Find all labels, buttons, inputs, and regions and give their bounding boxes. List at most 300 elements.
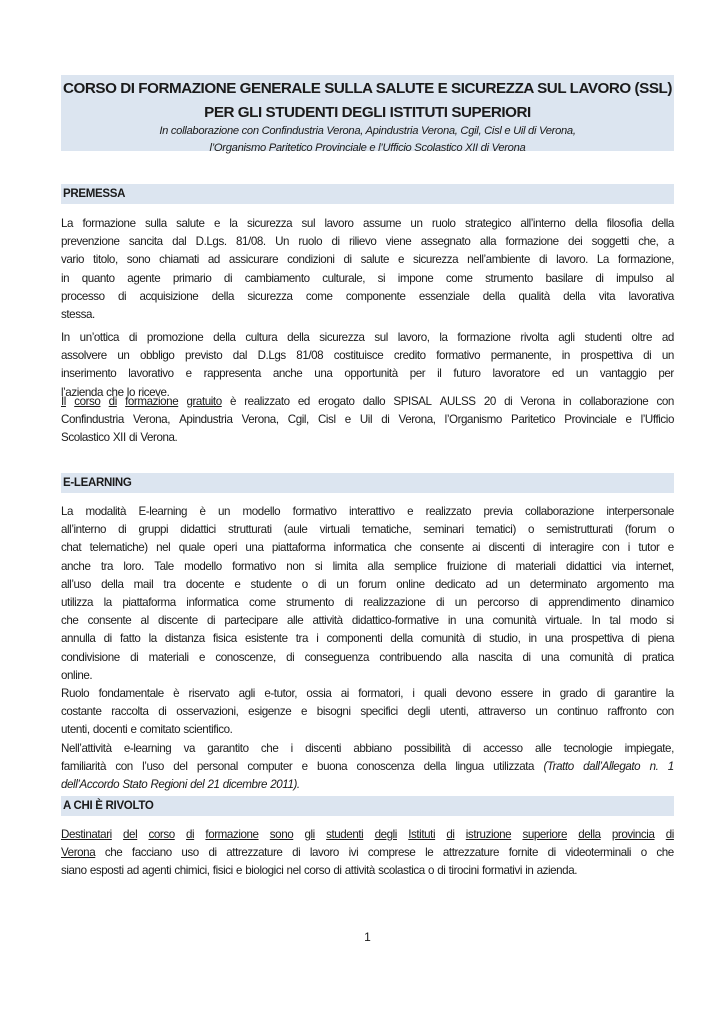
word: 20: [483, 395, 496, 408]
word: fondamentale: [98, 687, 164, 701]
text-line: [61, 288, 674, 306]
word: sicurezza: [247, 289, 293, 303]
word: sicurezza: [319, 331, 365, 344]
word: raffronto: [607, 705, 647, 719]
word: accesso: [483, 741, 523, 755]
text-line: [61, 612, 674, 630]
word: titolo,: [92, 253, 118, 267]
word: dell’Accordo: [61, 778, 120, 792]
text-line: [61, 826, 674, 844]
word: argomento: [596, 577, 649, 591]
word: di: [472, 632, 481, 646]
word: e: [398, 253, 405, 267]
word: lingua: [455, 759, 484, 773]
word: di: [208, 846, 217, 860]
word: Regioni: [150, 778, 187, 792]
word: inserimento: [61, 367, 117, 381]
word: al: [665, 271, 674, 285]
word: lavorativo: [128, 367, 174, 381]
word: n.: [649, 759, 659, 773]
word: didattici: [180, 523, 216, 537]
word: tra: [100, 559, 114, 573]
word: di: [118, 523, 127, 537]
word: rilievo: [349, 235, 377, 249]
word: formativo: [292, 505, 337, 518]
word: materiali: [515, 559, 556, 573]
word: tra: [295, 632, 309, 646]
word: realizzato: [425, 505, 472, 518]
word: discente: [157, 614, 198, 628]
word: semistrutturati: [546, 523, 613, 537]
word: si: [314, 559, 323, 573]
word: e-tutor,: [264, 687, 298, 701]
word: e: [667, 541, 674, 555]
word: Uil: [359, 413, 373, 427]
word: comunità: [569, 650, 614, 664]
word: collaborazione: [525, 505, 594, 518]
word: quali: [423, 687, 447, 701]
word: videoterminali: [565, 846, 632, 860]
paragraph: [61, 393, 674, 448]
word: e: [301, 759, 308, 773]
word: i: [316, 632, 319, 646]
word: degli: [374, 828, 397, 841]
page-number: 1: [364, 930, 371, 944]
word: di: [381, 413, 390, 427]
word: comunità: [420, 632, 465, 646]
text-line: [61, 576, 674, 594]
word: Verona.: [140, 431, 178, 445]
word: salute: [360, 253, 390, 267]
word: ruolo: [298, 235, 323, 249]
word: si: [666, 614, 674, 628]
word: che: [260, 741, 279, 755]
text-line: [61, 393, 674, 411]
word: collaborazione: [579, 395, 649, 408]
word: o: [428, 864, 435, 878]
word: 81/08: [296, 349, 324, 363]
word: bisogni: [316, 705, 351, 719]
word: opportunità: [344, 367, 398, 381]
word: una: [544, 632, 563, 646]
word: di: [130, 650, 139, 664]
word: e: [236, 864, 243, 878]
word: informatica: [333, 541, 386, 555]
word: previa: [483, 505, 513, 518]
word: 2011).: [270, 778, 300, 792]
word: processo: [61, 289, 105, 303]
word: SPISAL: [393, 395, 432, 408]
word: comprese: [367, 846, 416, 860]
word: virtuali: [319, 523, 350, 537]
word: che,: [638, 235, 659, 249]
word: formazione: [457, 331, 511, 344]
word: della: [563, 289, 586, 303]
word: specifici: [360, 705, 398, 719]
word: costante: [61, 705, 102, 719]
word: devono: [455, 687, 492, 701]
word: ma: [658, 577, 674, 591]
word: corso: [148, 828, 175, 841]
word: prospettiva: [580, 349, 633, 363]
word: della: [213, 331, 236, 344]
word: modello: [184, 559, 222, 573]
word: vantaggio: [599, 367, 647, 381]
word: ai: [472, 541, 481, 555]
word: sono: [126, 253, 151, 267]
word: Nell’attività: [61, 741, 112, 755]
word: sicurezza: [246, 217, 293, 230]
word: (aule: [283, 523, 308, 537]
word: gruppi: [138, 523, 169, 537]
word: virtuale.: [545, 614, 583, 628]
word: formazione: [205, 828, 259, 841]
word: le: [425, 846, 434, 860]
word: in: [542, 687, 551, 701]
text-line: [61, 233, 674, 251]
word: limita: [332, 559, 358, 573]
word: fornite: [508, 846, 538, 860]
word: con: [115, 759, 133, 773]
word: va: [183, 741, 195, 755]
word: di: [631, 632, 640, 646]
word: di: [128, 331, 138, 344]
subtitle-line-2: l’Organismo Paritetico Provinciale e l’Ufficio Scolastico XII di Verona: [209, 142, 526, 154]
word: di: [462, 741, 471, 755]
word: formativi: [481, 864, 522, 878]
text-line: [61, 306, 674, 324]
word: permanente,: [490, 349, 552, 363]
text-line: [61, 251, 674, 269]
word: la: [665, 687, 674, 701]
word: cambiamento: [244, 271, 310, 285]
word: una: [541, 650, 560, 664]
word: piattaforma: [122, 596, 176, 610]
word: salute: [176, 217, 205, 230]
word: al: [140, 614, 149, 628]
word: studio,: [489, 632, 521, 646]
word: di: [538, 253, 548, 267]
word: corso: [74, 395, 101, 408]
word: che: [61, 614, 79, 628]
word: è: [173, 687, 180, 701]
word: e: [344, 413, 351, 427]
word: Apindustria: [179, 413, 233, 427]
word: piattaforma: [271, 541, 326, 555]
word: Destinatari: [61, 828, 112, 841]
word: ossia: [306, 687, 332, 701]
word: siano: [61, 864, 87, 878]
word: di: [437, 864, 446, 878]
word: XII: [112, 431, 126, 445]
word: distanza: [164, 632, 205, 646]
word: didattici: [566, 559, 602, 573]
word: osservazioni,: [176, 705, 239, 719]
word: sul: [374, 331, 388, 344]
word: riservato: [188, 687, 230, 701]
word: che: [394, 541, 412, 555]
text-line: [61, 503, 674, 521]
word: agente: [127, 271, 161, 285]
word: dinamico: [630, 596, 674, 610]
word: la: [229, 217, 238, 230]
word: un: [575, 367, 588, 381]
word: lavoro.: [556, 253, 588, 267]
text-line: [61, 649, 674, 667]
text-line: [61, 685, 674, 703]
text-line: [61, 594, 674, 612]
word: i: [412, 687, 415, 701]
word: dal: [232, 349, 248, 363]
word: condivisione: [61, 650, 120, 664]
word: di: [185, 828, 195, 841]
word: tirocini: [448, 864, 479, 878]
word: scientifico.: [183, 723, 233, 737]
word: che: [106, 385, 124, 399]
word: nascita: [478, 650, 513, 664]
word: essenziale: [418, 289, 470, 303]
word: utenti,: [439, 705, 469, 719]
word: forum: [358, 577, 387, 591]
word: strutturati: [227, 523, 272, 537]
word: Cisl: [317, 413, 336, 427]
word: la: [148, 632, 157, 646]
word: in: [447, 614, 457, 628]
word: facciano: [131, 846, 172, 860]
word: un: [410, 217, 423, 230]
text-line: [61, 429, 674, 447]
word: in: [561, 349, 570, 363]
word: personal: [196, 759, 238, 773]
word: della: [574, 217, 598, 230]
word: di: [547, 846, 556, 860]
word: di: [343, 253, 352, 267]
word: percorso: [477, 596, 520, 610]
word: attrezzature: [442, 846, 500, 860]
word: gratuito: [186, 395, 222, 408]
word: interagire: [549, 541, 594, 555]
text-line: [61, 539, 674, 557]
word: l’uso: [142, 759, 164, 773]
word: D.Lgs: [257, 349, 286, 363]
word: operi: [213, 541, 238, 555]
word: di: [344, 596, 353, 610]
word: si: [377, 271, 386, 285]
paragraph: [61, 503, 674, 794]
word: vario: [61, 253, 85, 267]
word: La: [596, 253, 609, 267]
word: Paritetico: [511, 413, 556, 427]
word: che: [104, 846, 123, 860]
word: continuo: [557, 705, 598, 719]
word: un: [454, 596, 467, 610]
word: primario: [172, 271, 212, 285]
word: la: [439, 331, 448, 344]
word: via: [611, 559, 626, 573]
word: qualità: [518, 289, 550, 303]
word: ad: [207, 253, 220, 267]
word: viene: [385, 235, 412, 249]
word: culturale,: [322, 271, 366, 285]
word: assolvere: [61, 349, 107, 363]
word: online: [396, 577, 425, 591]
word: 81/08.: [236, 235, 266, 249]
word: della: [423, 759, 446, 773]
word: chimici,: [174, 864, 210, 878]
word: ad: [126, 864, 139, 878]
word: filosofia: [606, 217, 643, 230]
word: alle: [286, 614, 304, 628]
text-line: [61, 862, 674, 880]
word: o: [301, 577, 308, 591]
word: alle: [534, 741, 552, 755]
word: scolastica: [378, 864, 425, 878]
text-line: [61, 721, 674, 739]
word: alla: [367, 559, 384, 573]
word: prospettiva: [571, 632, 624, 646]
word: di: [532, 541, 542, 555]
word: formativo: [436, 349, 481, 363]
word: obbligo: [140, 349, 175, 363]
word: interpersonale: [606, 505, 674, 518]
section-heading-e-learning: E-LEARNING: [61, 473, 674, 493]
word: biologici: [245, 864, 284, 878]
word: per: [658, 367, 674, 381]
text-line: [61, 667, 674, 685]
word: condizioni: [287, 253, 335, 267]
word: la: [103, 596, 112, 610]
word: quale: [178, 541, 205, 555]
word: della: [287, 331, 310, 344]
word: come: [248, 596, 276, 610]
word: (forum: [624, 523, 656, 537]
word: chat: [61, 541, 82, 555]
word: della: [101, 577, 124, 591]
word: di: [595, 271, 604, 285]
word: di: [158, 705, 167, 719]
word: prevenzione: [61, 235, 120, 249]
word: il: [437, 367, 442, 381]
word: in: [525, 864, 534, 878]
text-line: [61, 270, 674, 288]
word: all’interno: [61, 523, 107, 537]
word: con: [656, 395, 674, 408]
word: formatori,: [358, 687, 404, 701]
word: Un: [275, 235, 290, 249]
word: lavoro: [309, 846, 339, 860]
word: di: [103, 632, 112, 646]
word: e: [185, 367, 192, 381]
word: abbiano: [353, 741, 392, 755]
word: futuro: [453, 367, 481, 381]
word: vita: [598, 289, 616, 303]
word: utenti,: [61, 723, 90, 737]
text-line: [61, 630, 674, 648]
word: partecipare: [224, 614, 278, 628]
word: grado: [559, 687, 588, 701]
word: modo: [629, 614, 658, 628]
word: Verona: [61, 846, 96, 860]
word: In: [591, 614, 601, 628]
word: consente: [419, 541, 464, 555]
word: ad: [485, 577, 498, 591]
word: ad: [661, 331, 674, 344]
word: modello: [242, 505, 281, 518]
word: attività: [344, 864, 375, 878]
word: e: [625, 413, 632, 427]
word: materiali: [148, 650, 189, 664]
word: componenti: [326, 632, 383, 646]
word: uso: [181, 846, 199, 860]
word: studenti: [584, 331, 622, 344]
word: tematiche,: [361, 523, 412, 537]
word: di: [223, 271, 233, 285]
word: dall’Allegato: [583, 759, 641, 773]
word: utilizza: [61, 596, 94, 610]
word: di: [435, 596, 445, 610]
word: Stato: [122, 778, 148, 792]
word: dei: [568, 235, 583, 249]
word: Cgil,: [287, 413, 309, 427]
word: i: [290, 741, 293, 755]
word: per: [409, 367, 426, 381]
word: è: [229, 395, 237, 408]
word: ed: [551, 367, 564, 381]
text-line: [61, 844, 674, 862]
text-line: [61, 521, 674, 539]
word: online.: [61, 668, 93, 682]
word: azienda.: [536, 864, 578, 878]
word: erogato: [318, 395, 355, 408]
word: di: [446, 828, 455, 841]
word: formativo: [232, 559, 276, 573]
word: comitato: [139, 723, 181, 737]
word: 1: [667, 759, 674, 773]
word: Verona,: [132, 413, 170, 427]
word: oltre: [631, 331, 652, 344]
word: realizzazione: [363, 596, 426, 610]
word: della: [651, 217, 674, 230]
word: docenti: [92, 723, 128, 737]
word: di: [529, 596, 538, 610]
word: modalità: [85, 505, 126, 518]
word: ruolo: [431, 217, 456, 230]
word: strumento: [485, 271, 533, 285]
text-line: [61, 558, 674, 576]
word: Confindustria: [61, 413, 124, 427]
word: dedicato: [434, 577, 476, 591]
word: computer: [247, 759, 293, 773]
word: Tale: [154, 559, 174, 573]
word: Verona,: [398, 413, 436, 427]
word: ivi: [348, 846, 359, 860]
word: semplice: [394, 559, 437, 573]
word: Il: [61, 395, 66, 408]
section-heading-a-chi-e-rivolto: A CHI È RIVOLTO: [61, 796, 674, 816]
subtitle-line-1: In collaborazione con Confindustria Verona, Apindustria Verona, Cgil, Cisl e Uil di Verona,: [159, 125, 576, 137]
paragraph: [61, 826, 674, 881]
word: assicurare: [228, 253, 279, 267]
word: tra: [163, 577, 176, 591]
word: realizzato: [244, 395, 290, 408]
word: o: [528, 523, 535, 537]
word: familiarità: [61, 759, 106, 773]
word: l’Organismo: [444, 413, 502, 427]
word: impulso: [616, 271, 654, 285]
word: fisici: [212, 864, 233, 878]
word: mail: [133, 577, 154, 591]
word: e-learning: [123, 741, 172, 755]
